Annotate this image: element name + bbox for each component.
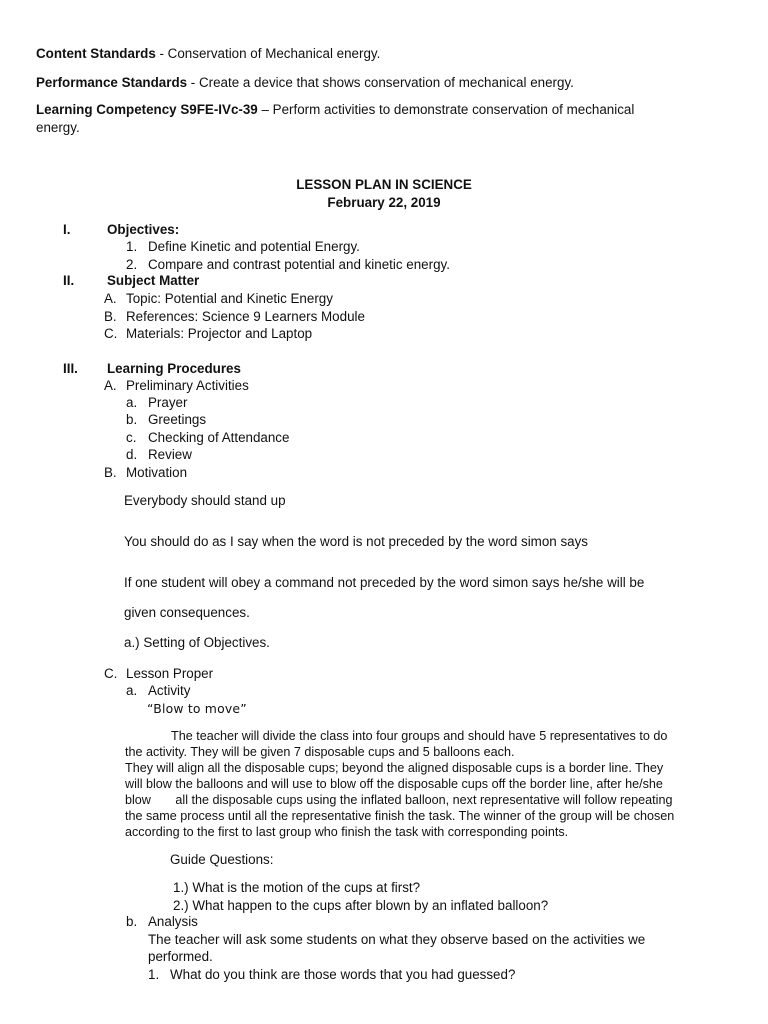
subject-matter-item: C. Materials: Projector and Laptop xyxy=(104,326,313,341)
activity-title: “Blow to move” xyxy=(147,701,247,716)
preliminary-activities: A. Preliminary Activities xyxy=(104,378,249,393)
lesson-plan-title xyxy=(0,176,768,194)
content-standards-label: Content Standards xyxy=(36,46,156,61)
preliminary-item: d. Review xyxy=(126,447,192,462)
title-line-1: LESSON PLAN IN SCIENCE xyxy=(296,177,472,192)
content-standards xyxy=(36,45,380,63)
section-numeral-ii: II. xyxy=(63,273,75,288)
section-numeral-iii: III. xyxy=(63,361,78,376)
title-line-2: February 22, 2019 xyxy=(327,195,441,210)
motivation-paragraph: If one student will obey a command not preceded by the word simon says he/she will be xyxy=(124,575,645,590)
analysis-text: performed. xyxy=(148,949,213,964)
activity-paragraph-line: the same process until all the representative finish the task. The winner of the group will be chosen xyxy=(125,809,675,823)
motivation-paragraph: Everybody should stand up xyxy=(124,493,286,508)
section-numeral-i: I. xyxy=(63,222,71,237)
subject-matter-item: A. Topic: Potential and Kinetic Energy xyxy=(104,291,333,306)
content-standards-text: - Conservation of Mechanical energy. xyxy=(155,46,381,61)
learning-competency-cont: energy. xyxy=(36,120,80,135)
analysis: b. Analysis xyxy=(126,914,198,929)
preliminary-item: a. Prayer xyxy=(126,395,188,410)
motivation-paragraph: given consequences. xyxy=(124,605,250,620)
performance-standards-text: - Create a device that shows conservation of mechanical energy. xyxy=(187,75,574,90)
setting-of-objectives: a.) Setting of Objectives. xyxy=(124,635,270,650)
activity-paragraph-line: blow all the disposable cups using the inflated balloon, next representative will follow repeating xyxy=(125,793,673,807)
activity-paragraph-line: will blow the balloons and will use to blow off the disposable cups off the border line, after he/she xyxy=(125,777,663,791)
preliminary-item: c. Checking of Attendance xyxy=(126,430,290,445)
subject-matter-item: B. References: Science 9 Learners Module xyxy=(104,309,365,324)
objective-item: 2. Compare and contrast potential and kinetic energy. xyxy=(126,257,450,272)
activity: a. Activity xyxy=(126,683,191,698)
activity-paragraph-line: The teacher will divide the class into four groups and should have 5 representatives to do xyxy=(171,729,668,743)
preliminary-item: b. Greetings xyxy=(126,412,207,427)
motivation: B. Motivation xyxy=(104,465,188,480)
lesson-plan-date xyxy=(0,194,768,212)
performance-standards-label: Performance Standards xyxy=(36,75,188,90)
learning-competency-text: – Perform activities to demonstrate conservation of mechanical xyxy=(257,102,635,117)
learning-procedures-heading: Learning Procedures xyxy=(107,361,241,376)
learning-competency-label: Learning Competency S9FE-IVc-39 xyxy=(36,102,258,117)
motivation-paragraph: You should do as I say when the word is not preceded by the word simon says xyxy=(124,534,588,549)
learning-competency xyxy=(36,101,634,119)
guide-question: 2.) What happen to the cups after blown by an inflated balloon? xyxy=(173,898,549,913)
subject-matter-heading: Subject Matter xyxy=(107,273,200,288)
activity-paragraph-line: according to the first to last group who finish the task with corresponding points. xyxy=(125,825,569,839)
analysis-question: 1. What do you think are those words that you had guessed? xyxy=(148,967,516,982)
guide-question: 1.) What is the motion of the cups at first? xyxy=(173,880,421,895)
activity-paragraph-line: They will align all the disposable cups; beyond the aligned disposable cups is a border line. They xyxy=(125,761,664,775)
performance-standards xyxy=(36,74,574,92)
activity-paragraph-line: the activity. They will be given 7 disposable cups and 5 balloons each. xyxy=(125,745,515,759)
analysis-text: The teacher will ask some students on what they observe based on the activities we xyxy=(148,932,646,947)
lesson-proper: C. Lesson Proper xyxy=(104,666,214,681)
objectives-heading: Objectives: xyxy=(107,222,180,237)
objective-item: 1. Define Kinetic and potential Energy. xyxy=(126,239,360,254)
guide-questions-label: Guide Questions: xyxy=(170,852,274,867)
